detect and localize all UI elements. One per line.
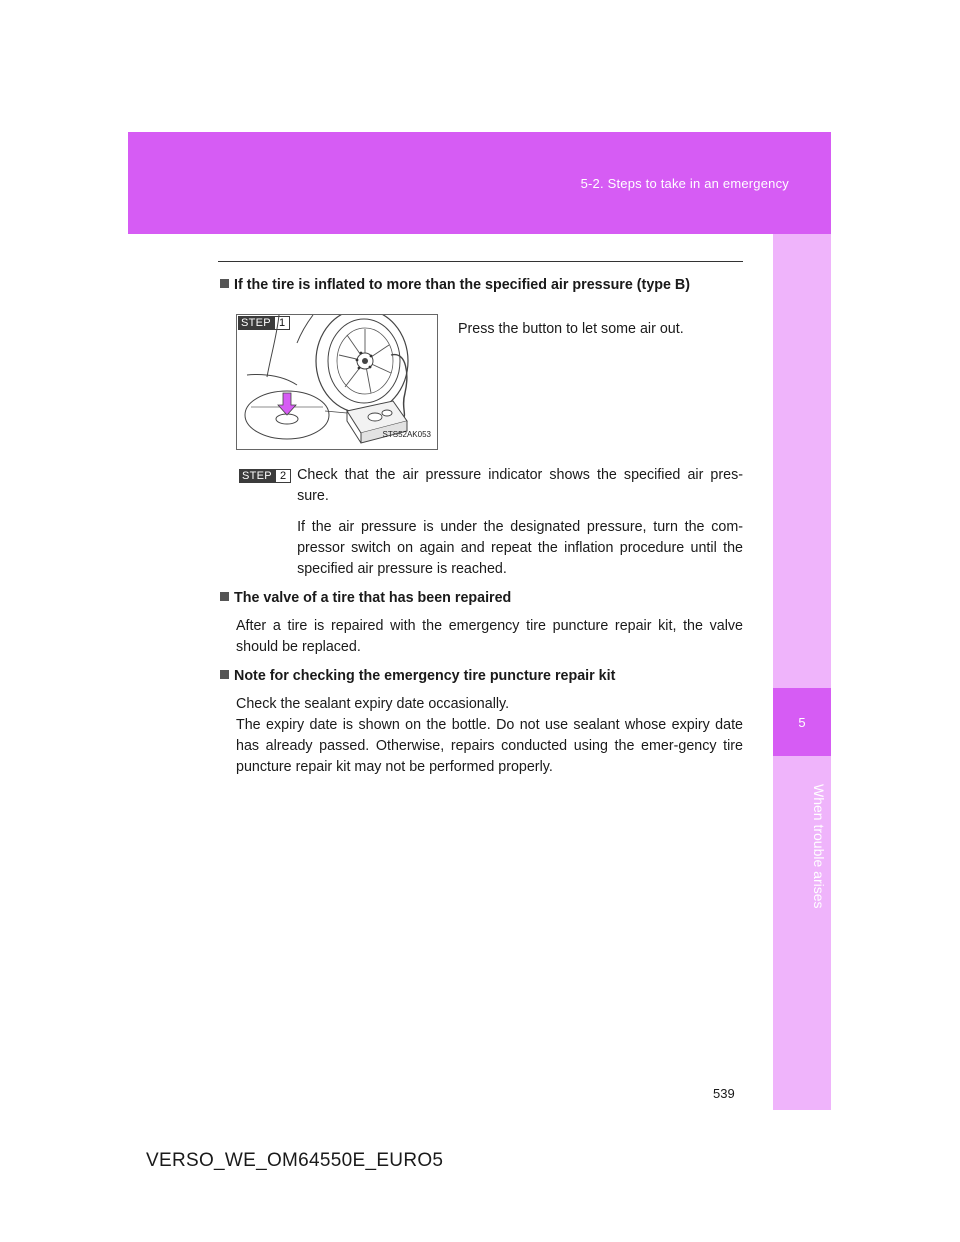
chapter-label: When trouble arises [811, 783, 827, 909]
heading-over-inflated [220, 275, 743, 296]
heading-checking-kit-text: Note for checking the emergency tire puncture repair kit [234, 668, 616, 684]
checking-kit-body [236, 694, 743, 778]
heading-checking-kit [220, 666, 743, 687]
step-2-note: If the air pressure is under the designated pressure, turn the com-pressor switch on again and repeat the inflation procedure until the specified air pressure is reached. [297, 519, 743, 577]
bullet-square-icon [220, 592, 229, 601]
step-badge-number: 2 [275, 469, 291, 483]
tire-illustration [236, 314, 438, 450]
step-1-text: Press the button to let some air out. [458, 321, 684, 337]
heading-over-inflated-text: If the tire is inflated to more than the specified air pressure (type B) [234, 277, 691, 293]
step-badge-number: 1 [274, 316, 290, 330]
side-tab [773, 234, 831, 1110]
step-2-badge [239, 469, 291, 483]
page-number: 539 [713, 1086, 735, 1101]
section-valve [220, 588, 743, 658]
checking-kit-line-1: Check the sealant expiry date occasionally. [236, 696, 510, 712]
checking-kit-line-2: The expiry date is shown on the bottle. Do not use sealant whose expiry date has already passed. Otherwise, repairs conducted using the emer-gency tire puncture repair kit may not be performed properly. [236, 717, 743, 775]
section-checking-kit [220, 666, 743, 778]
header-band [128, 132, 831, 234]
chapter-number[interactable]: 5 [773, 688, 831, 756]
valve-body: After a tire is repaired with the emergency tire puncture repair kit, the valve should be replaced. [236, 618, 743, 655]
step-badge-label: STEP [238, 316, 274, 330]
bullet-square-icon [220, 279, 229, 288]
page-content [220, 275, 743, 778]
heading-valve [220, 588, 743, 609]
heading-valve-text: The valve of a tire that has been repaired [234, 590, 512, 606]
step-2-row [239, 465, 743, 580]
step-2-body [297, 465, 743, 580]
figure-code: STS52AK053 [382, 430, 431, 439]
step-2-text: Check that the air pressure indicator shows the specified air pres-sure. [297, 467, 743, 504]
top-divider [218, 261, 743, 262]
step-badge-label: STEP [239, 469, 275, 483]
section-title: 5-2. Steps to take in an emergency [580, 176, 789, 191]
footer-code: VERSO_WE_OM64550E_EURO5 [146, 1150, 444, 1171]
bullet-square-icon [220, 670, 229, 679]
step-1-row [220, 314, 743, 450]
